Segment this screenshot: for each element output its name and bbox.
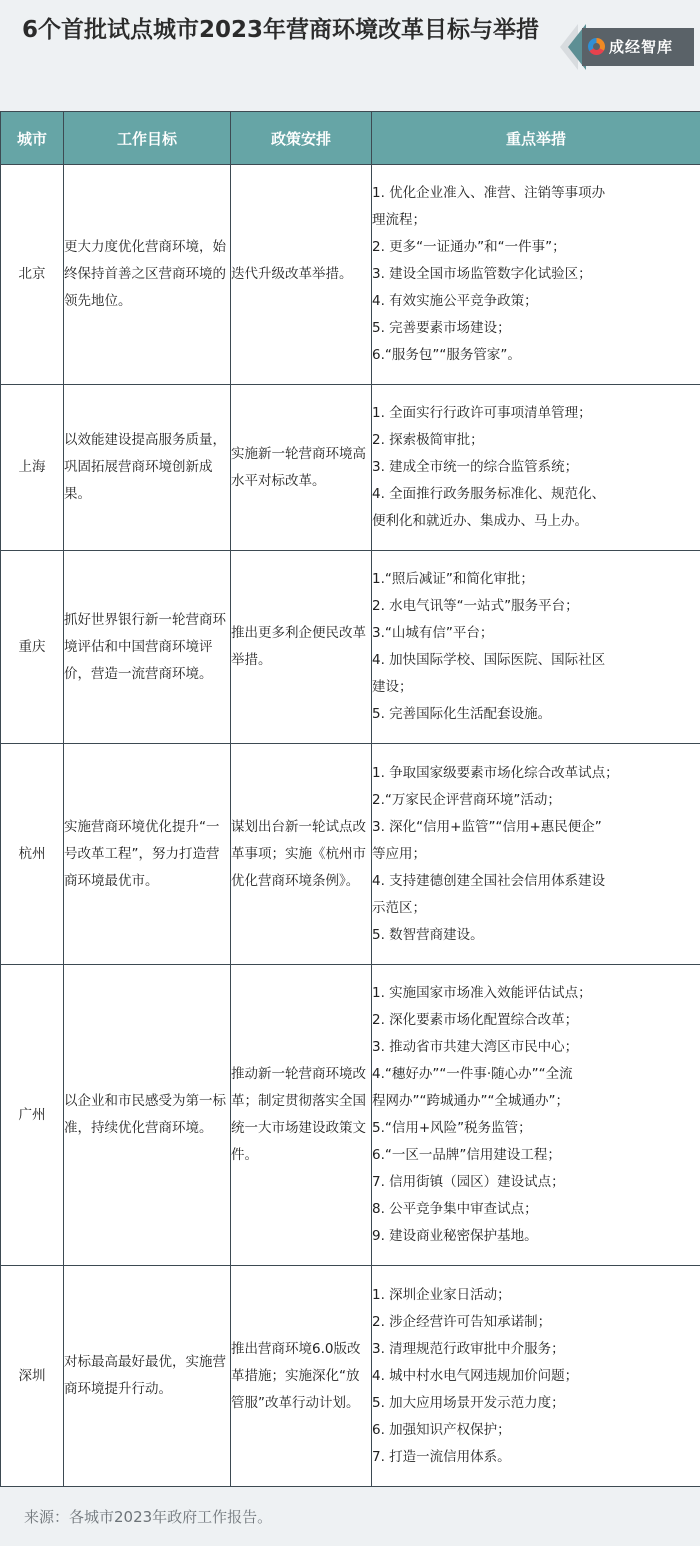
- measure-line: 3. 深化“信用+监管”“信用+惠民便企”: [372, 818, 602, 835]
- measure-line: 5. 完善要素市场建设；: [372, 320, 511, 336]
- brand-logo: [560, 24, 696, 70]
- city-cell: 重庆: [1, 551, 64, 744]
- measure-line: 2. 深化要素市场化配置综合改革；: [372, 1012, 579, 1028]
- table-row: [1, 965, 700, 1266]
- table-row: [1, 1266, 700, 1487]
- goal-cell: 更大力度优化营商环境，始终保持首善之区营商环境的领先地位。: [64, 165, 231, 385]
- measure-line: 2. 涉企经营许可告知承诺制；: [372, 1313, 552, 1330]
- policy-cell: 谋划出台新一轮试点改革事项；实施《杭州市优化营商环境条例》。: [231, 744, 372, 965]
- city-cell: 北京: [1, 165, 64, 385]
- measure-line: 6. 加强知识产权保护；: [372, 1421, 511, 1438]
- measure-line: 3. 建设全国市场监管数字化试验区；: [372, 266, 592, 282]
- measure-line: 1. 实施国家市场准入效能评估试点；: [372, 985, 592, 1001]
- measure-line: 3. 建成全市统一的综合监管系统；: [372, 459, 579, 475]
- measure-line: 2. 水电气讯等“一站式”服务平台；: [372, 598, 579, 614]
- header: [0, 0, 700, 110]
- measure-line: 7. 信用街镇（园区）建设试点；: [372, 1174, 565, 1190]
- measure-line: 3. 推动省市共建大湾区市民中心；: [372, 1039, 579, 1055]
- footer: [0, 1490, 700, 1546]
- measure-line: 7. 打造一流信用体系。: [372, 1448, 511, 1465]
- city-cell: 深圳: [1, 1266, 64, 1487]
- measure-line: 6.“一区一品牌”信用建设工程；: [372, 1147, 561, 1163]
- measure-line: 3.“山城有信”平台；: [372, 625, 494, 641]
- policy-cell: 推出营商环境6.0版改革措施；实施深化“放管服”改革行动计划。: [231, 1266, 372, 1487]
- logo-badge: [582, 28, 694, 66]
- policy-cell: 推动新一轮营商环境改革；制定贯彻落实全国统一大市场建设政策文件。: [231, 965, 372, 1266]
- goal-cell: 抓好世界银行新一轮营商环境评估和中国营商环境评价，营造一流营商环境。: [64, 551, 231, 744]
- policy-cell: 迭代升级改革举措。: [231, 165, 372, 385]
- measure-line: 6.“服务包”“服务管家”。: [372, 347, 521, 363]
- measures-cell: [372, 1266, 700, 1487]
- table-row: [1, 744, 700, 965]
- measures-cell: [372, 165, 700, 385]
- measure-line: 4. 城中村水电气网违规加价问题；: [372, 1367, 579, 1384]
- measure-line: 5. 数智营商建设。: [372, 926, 484, 943]
- measure-line: 1. 深圳企业家日活动；: [372, 1286, 511, 1303]
- page-title: 6个首批试点城市2023年营商环境改革目标与举措: [22, 17, 540, 43]
- measures-cell: [372, 965, 700, 1266]
- city-cell: 杭州: [1, 744, 64, 965]
- goal-cell: 以效能建设提高服务质量，巩固拓展营商环境创新成果。: [64, 385, 231, 551]
- measure-line: 1. 全面实行行政许可事项清单管理；: [372, 405, 592, 421]
- table-row: [1, 165, 700, 385]
- measures-cell: [372, 385, 700, 551]
- city-cell: 上海: [1, 385, 64, 551]
- table-row: [1, 551, 700, 744]
- reform-table: [0, 111, 700, 1487]
- measures-cell: [372, 744, 700, 965]
- goal-cell: 以企业和市民感受为第一标准，持续优化营商环境。: [64, 965, 231, 1266]
- table-header-row: [1, 112, 700, 165]
- measure-line: 1. 优化企业准入、准营、注销等事项办: [372, 185, 606, 201]
- measure-line: 4. 有效实施公平竞争政策；: [372, 293, 538, 309]
- city-cell: 广州: [1, 965, 64, 1266]
- measure-line: 示范区；: [372, 899, 426, 916]
- measure-line: 便利化和就近办、集成办、马上办。: [372, 513, 588, 529]
- table-row: [1, 385, 700, 551]
- measure-line: 等应用；: [372, 845, 426, 862]
- column-header-policy: 政策安排: [231, 112, 372, 165]
- measure-line: 理流程；: [372, 212, 426, 228]
- measure-line: 3. 清理规范行政审批中介服务；: [372, 1340, 565, 1357]
- measures-cell: [372, 551, 700, 744]
- measure-line: 2. 更多“一证通办”和“一件事”；: [372, 239, 566, 255]
- goal-cell: 对标最高最好最优，实施营商环境提升行动。: [64, 1266, 231, 1487]
- measure-line: 5. 完善国际化生活配套设施。: [372, 706, 552, 722]
- column-header-goal: 工作目标: [64, 112, 231, 165]
- measure-line: 9. 建设商业秘密保护基地。: [372, 1228, 538, 1244]
- column-header-measures: 重点举措: [372, 112, 700, 165]
- measure-line: 5.“信用+风险”税务监管；: [372, 1120, 532, 1136]
- policy-cell: 推出更多利企便民改革举措。: [231, 551, 372, 744]
- goal-cell: 实施营商环境优化提升“一号改革工程”，努力打造营商环境最优市。: [64, 744, 231, 965]
- table-body: [1, 165, 700, 1487]
- measure-line: 2.“万家民企评营商环境”活动；: [372, 791, 561, 808]
- source-note: 来源：各城市2023年政府工作报告。: [24, 1508, 273, 1526]
- measure-line: 4.“穗好办”“一件事·随心办”“全流: [372, 1066, 573, 1082]
- measure-line: 程网办”“跨城通办”“全城通办”；: [372, 1093, 569, 1109]
- measure-line: 5. 加大应用场景开发示范力度；: [372, 1394, 565, 1411]
- measure-line: 4. 全面推行政务服务标准化、规范化、: [372, 486, 606, 502]
- measure-line: 8. 公平竞争集中审查试点；: [372, 1201, 538, 1217]
- measure-line: 2. 探索极简审批；: [372, 432, 484, 448]
- measure-line: 1.“照后减证”和简化审批；: [372, 571, 534, 587]
- measure-line: 1. 争取国家级要素市场化综合改革试点；: [372, 764, 619, 781]
- logo-mark-icon: [588, 38, 605, 55]
- measure-line: 4. 加快国际学校、国际医院、国际社区: [372, 652, 606, 668]
- measure-line: 4. 支持建德创建全国社会信用体系建设: [372, 872, 606, 889]
- logo-text: 成经智库: [609, 38, 674, 56]
- measure-line: 建设；: [372, 679, 413, 695]
- column-header-city: 城市: [1, 112, 64, 165]
- policy-cell: 实施新一轮营商环境高水平对标改革。: [231, 385, 372, 551]
